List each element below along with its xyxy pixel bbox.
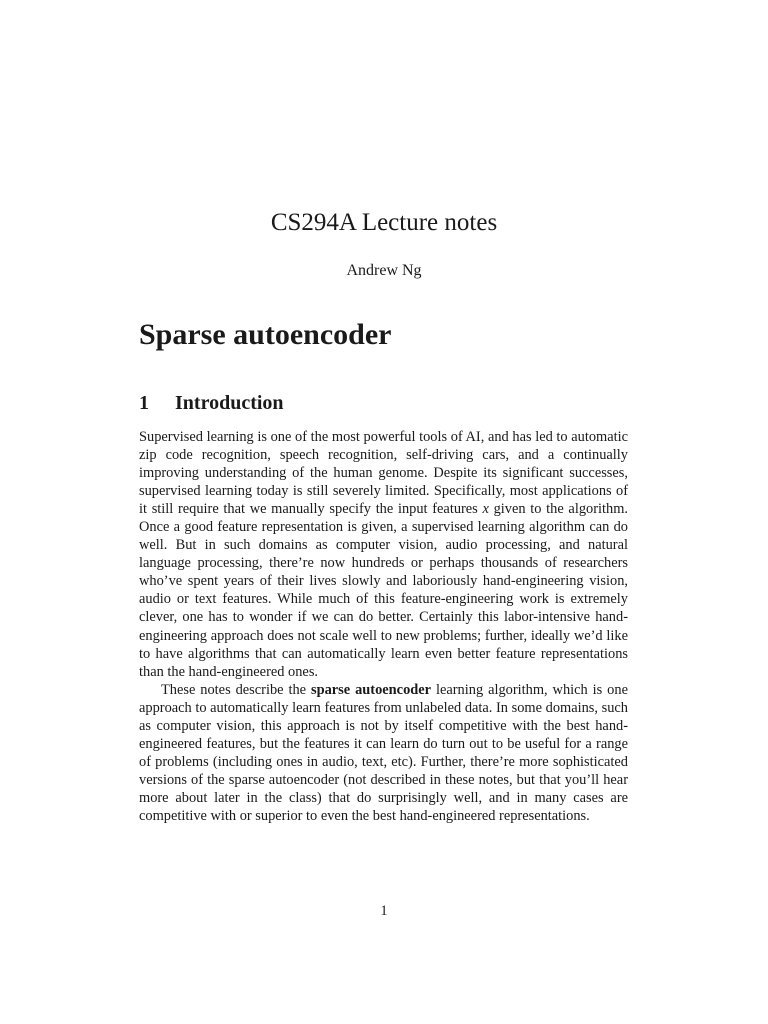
- section-heading: [139, 392, 284, 415]
- document-title: CS294A Lecture notes: [270, 209, 498, 236]
- paragraph-sparse-autoencoder: [139, 681, 628, 825]
- section-number: 1: [139, 392, 149, 414]
- body-text: [139, 428, 628, 825]
- math-variable-x: x: [482, 501, 489, 518]
- paragraph-two-text-a: These notes describe the: [161, 681, 307, 698]
- page-number: 1: [380, 903, 388, 919]
- paragraph-intro-text-b: given to the algorithm. Once a good feature representation is given, a supervised learning algorithm can do well. But in such domains as computer vision, audio processing, and natural language processing, there’re now hundreds or perhaps thousands of researchers who’ve spent years of their lives slowly and laboriously hand-engineering vision, audio or text features. While much of this feature-engineering work is extremely clever, one has to wonder if we can do better. Certainly this labor-intensive hand-engineering approach does not scale well to new problems; further, ideally we’d like to have algorithms that can automatically learn even better feature representations than the hand-engineered ones.: [139, 501, 628, 680]
- chapter-title: Sparse autoencoder: [139, 318, 392, 351]
- term-sparse-autoencoder: sparse autoencoder: [311, 681, 432, 698]
- paragraph-intro: [139, 428, 628, 681]
- paragraph-two-text-b: learning algorithm, which is one approach to automatically learn features from unlabeled data. In some domains, such as computer vision, this approach is not by itself competitive with the best hand-engineered features, but the features it can learn do turn out to be useful for a range of problems (including ones in audio, text, etc). Further, there’re more sophisticated versions of the sparse autoencoder (not described in these notes, but that you’ll hear more about later in the class) that do surprisingly well, and in many cases are competitive with or superior to even the best hand-engineered representations.: [139, 681, 628, 824]
- section-title: Introduction: [175, 392, 284, 414]
- paragraph-intro-text-a: Supervised learning is one of the most powerful tools of AI, and has led to automatic zip code recognition, speech recognition, self-driving cars, and a continually improving understanding of the human genome. Despite its significant successes, supervised learning today is still severely limited. Specifically, most applications of it still require that we manually specify the input features: [139, 429, 628, 518]
- document-author: Andrew Ng: [346, 262, 422, 279]
